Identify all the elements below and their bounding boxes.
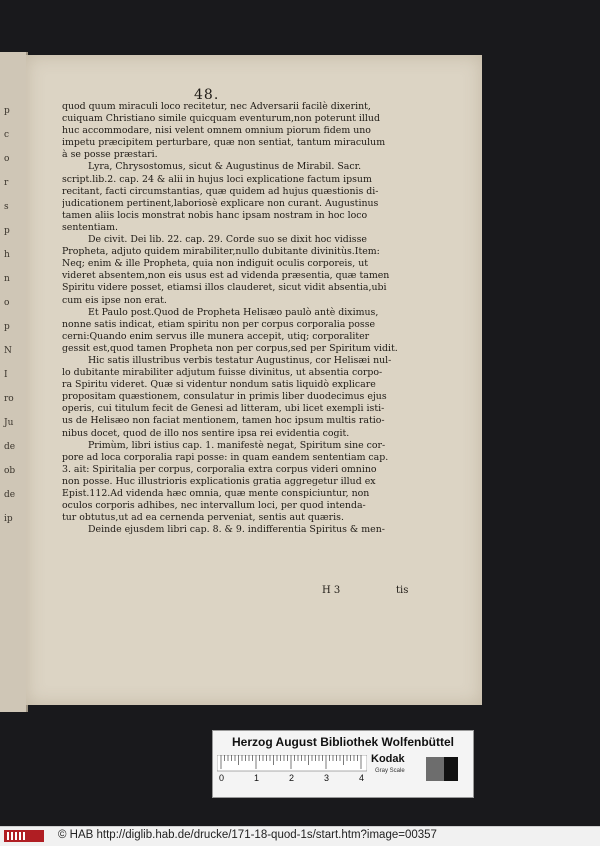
ruler-number: 0 bbox=[219, 773, 225, 783]
text-line: tamen aliis locis monstrat nobis hanc ipsam nostram in hoc loco bbox=[62, 209, 368, 221]
text-line: videret absentem,non eis usus est ad videnda præsentia, quæ tamen bbox=[62, 270, 390, 282]
text-line: script.lib.2. cap. 24 & alii in hujus loci explicatione factum ipsum bbox=[62, 173, 372, 185]
margin-mark: ip bbox=[4, 514, 13, 524]
ruler-number: 2 bbox=[289, 773, 295, 783]
margin-mark: p bbox=[4, 322, 10, 332]
text-line: gessit est,quod tamen Propheta non per corpus,sed per Spiritum vidit. bbox=[62, 342, 398, 354]
text-line: cuiquam Christiano simile quicquam eventurum,non poterunt illud bbox=[62, 113, 380, 125]
margin-mark: N bbox=[4, 346, 12, 356]
text-line: Epist.112.Ad videnda hæc omnia, quæ mente conspiciuntur, non bbox=[62, 488, 370, 499]
text-line: quod quum miraculi loco recitetur, nec Adversarii facilè dixerint, bbox=[62, 101, 371, 112]
text-line: nonne satis indicat, etiam spiritu non per corpus corporalia posse bbox=[62, 318, 376, 330]
text-line: oculos corporis adhibes, nec intervallum loci, per quod intenda- bbox=[62, 500, 366, 512]
gray-scale-label: Gray Scale bbox=[375, 768, 405, 774]
text-line: ra Spiritu videret. Quæ si videntur nondum satis liquidò explicare bbox=[62, 379, 376, 391]
ruler-number: 3 bbox=[324, 773, 330, 783]
text-line: recitant, facti circumstantias, quæ quidem ad hujus quæstionis di- bbox=[62, 185, 379, 197]
measurement-ruler bbox=[217, 755, 367, 783]
text-line: Neq; enim & ille Propheta, quia non indiguit oculis corporeis, ut bbox=[62, 258, 369, 270]
margin-mark: o bbox=[4, 298, 10, 308]
text-line: Spiritu videre posset, etiamsi illos clauderet, sicut vidit absentia,ubi bbox=[62, 282, 387, 294]
margin-mark: n bbox=[4, 274, 10, 284]
text-line: tur obtutus,ut ad ea cernenda perveniat, sentis aut quæris. bbox=[62, 512, 344, 524]
text-line: Et Paulo post.Quod de Propheta Helisæo paulò antè diximus, bbox=[88, 306, 379, 318]
text-line: Deinde ejusdem libri cap. 8. & 9. indifferentia Spiritus & men- bbox=[88, 524, 385, 536]
footer-bar bbox=[0, 826, 600, 846]
margin-mark: ob bbox=[4, 466, 16, 476]
hab-logo-icon bbox=[4, 830, 44, 842]
ruler-number: 4 bbox=[359, 773, 365, 783]
text-line: cum eis ipse non erat. bbox=[62, 294, 167, 306]
library-name: Herzog August Bibliothek Wolfenbüttel bbox=[232, 735, 454, 749]
margin-mark: p bbox=[4, 106, 10, 116]
margin-mark: de bbox=[4, 490, 16, 500]
facing-page-edge bbox=[0, 52, 28, 712]
gray-swatch bbox=[426, 757, 444, 781]
text-line: Propheta, adjuto quidem mirabiliter,nullo dubitante divinitùs.Item: bbox=[62, 246, 380, 258]
text-line: Primùm, libri istius cap. 1. manifestè negat, Spiritum sine cor- bbox=[88, 439, 386, 451]
text-line: huc accommodare, nisi velent omnem omnium piorum fidem uno bbox=[62, 125, 371, 137]
color-calibration-card bbox=[212, 730, 474, 798]
text-line: us de Helisæo non faciat mentionem, tamen hoc ipsum multis ratio- bbox=[62, 415, 385, 427]
margin-mark: r bbox=[4, 178, 9, 188]
text-line: non posse. Huc illustrioris explicationis gratia aggregetur illud ex bbox=[62, 475, 376, 487]
margin-mark: c bbox=[4, 130, 10, 140]
page-number: 48. bbox=[194, 87, 220, 103]
text-line: propositam quæstionem, consulatur in primis liber duodecimus ejus bbox=[62, 391, 387, 403]
book-page bbox=[26, 55, 482, 705]
margin-mark: s bbox=[4, 202, 9, 212]
signature-mark: H 3 bbox=[322, 585, 341, 596]
margin-mark: I bbox=[4, 370, 8, 380]
margin-mark: de bbox=[4, 442, 16, 452]
margin-mark: o bbox=[4, 154, 10, 164]
text-line: De civit. Dei lib. 22. cap. 29. Corde suo se dixit hoc vidisse bbox=[88, 234, 367, 246]
page-text bbox=[62, 101, 438, 536]
text-line: Hic satis illustribus verbis testatur Augustinus, cor Helisæi nul- bbox=[88, 354, 392, 366]
kodak-brand: Kodak bbox=[371, 753, 405, 765]
text-line: cerni:Quando enim servus ille munera accepit, utiq; corporaliter bbox=[62, 330, 370, 342]
margin-mark: Ju bbox=[4, 418, 14, 428]
text-line: judicationem pertinent,laboriosè explicare non curant. Augustinus bbox=[62, 197, 379, 209]
black-swatch bbox=[444, 757, 458, 781]
ruler-number: 1 bbox=[254, 773, 260, 783]
text-line: operis, cui titulum fecit de Genesi ad litteram, ubi licet exempli isti- bbox=[62, 403, 385, 415]
text-line: impetu præcipitem perturbare, quæ non sentiat, tantum miraculum bbox=[62, 137, 386, 149]
text-line: lo dubitante mirabiliter adjutum fuisse divinitus, ut absentia corpo- bbox=[62, 367, 383, 379]
text-line: à se posse præstari. bbox=[62, 149, 158, 161]
text-line: nibus docet, quod de illo nos sentire ipsa rei evidentia cogit. bbox=[62, 427, 350, 439]
source-link[interactable]: © HAB http://diglib.hab.de/drucke/171-18-quod-1s/start.htm?image=00357 bbox=[58, 829, 437, 841]
catchword: tis bbox=[396, 585, 409, 596]
text-line: Lyra, Chrysostomus, sicut & Augustinus de Mirabil. Sacr. bbox=[88, 161, 362, 173]
text-line: 3. ait: Spiritalia per corpus, corporalia extra corpus videri omnino bbox=[62, 463, 377, 475]
margin-mark: ro bbox=[4, 394, 14, 404]
text-line: sententiam. bbox=[62, 221, 118, 233]
margin-mark: p bbox=[4, 226, 10, 236]
margin-mark: h bbox=[4, 250, 10, 260]
text-line: pore ad loca corporalia rapi posse: in quam eandem sententiam cap. bbox=[62, 451, 389, 463]
